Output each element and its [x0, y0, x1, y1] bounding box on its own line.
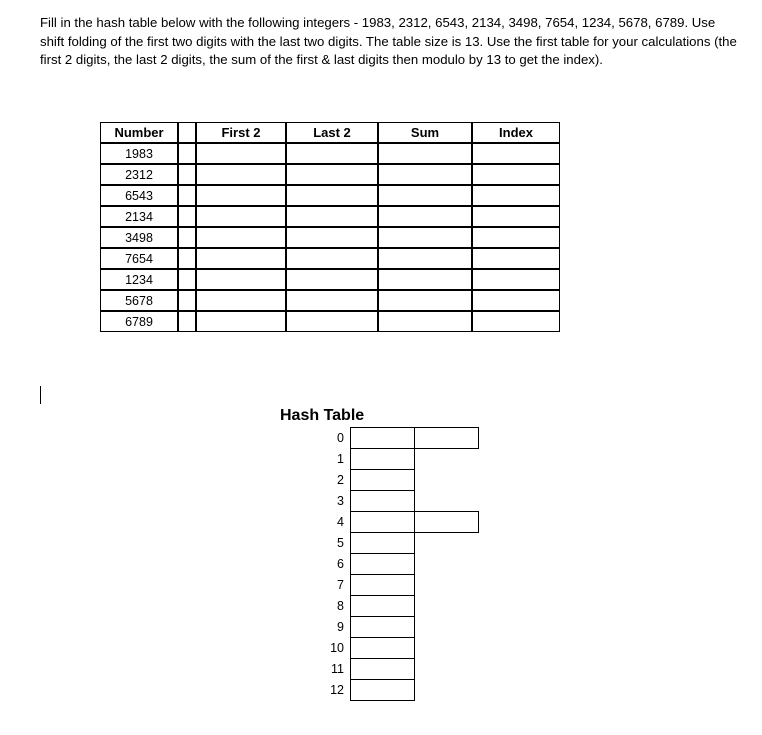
hash-slot-cell[interactable] [350, 679, 415, 701]
number-cell: 6789 [100, 311, 178, 332]
hash-slot-index: 11 [331, 662, 344, 676]
last-2-cell[interactable] [286, 185, 378, 206]
gap-cell [178, 164, 196, 185]
first-2-cell[interactable] [196, 248, 286, 269]
gap-cell [178, 206, 196, 227]
calc-row [100, 185, 560, 206]
hash-slot-index: 6 [337, 557, 344, 571]
calc-row [100, 143, 560, 164]
last-2-cell[interactable] [286, 227, 378, 248]
header-index: Index [472, 122, 560, 143]
hash-slot-index: 0 [337, 431, 344, 445]
number-cell: 2134 [100, 206, 178, 227]
number-cell: 1234 [100, 269, 178, 290]
index-cell[interactable] [472, 185, 560, 206]
hash-slot-index: 1 [337, 452, 344, 466]
index-cell[interactable] [472, 311, 560, 332]
hash-slot-index: 12 [330, 683, 344, 697]
number-cell: 6543 [100, 185, 178, 206]
sum-cell[interactable] [378, 164, 472, 185]
header-sum: Sum [378, 122, 472, 143]
number-cell: 1983 [100, 143, 178, 164]
hash-slot-cell[interactable] [350, 595, 415, 617]
text-cursor [40, 386, 41, 404]
last-2-cell[interactable] [286, 143, 378, 164]
hash-slot-cell[interactable] [350, 448, 415, 470]
number-cell: 3498 [100, 227, 178, 248]
calc-row [100, 206, 560, 227]
calc-row [100, 164, 560, 185]
calc-row [100, 311, 560, 332]
hash-slot-cell[interactable] [350, 574, 415, 596]
sum-cell[interactable] [378, 269, 472, 290]
first-2-cell[interactable] [196, 143, 286, 164]
hash-table-title: Hash Table [280, 407, 365, 424]
sum-cell[interactable] [378, 311, 472, 332]
hash-slot-cell[interactable] [350, 616, 415, 638]
hash-slot-index: 5 [337, 536, 344, 550]
hash-overflow-cell[interactable] [414, 427, 479, 449]
calc-row [100, 248, 560, 269]
index-cell[interactable] [472, 206, 560, 227]
first-2-cell[interactable] [196, 269, 286, 290]
calc-header-row [100, 122, 560, 143]
hash-slot-index: 9 [337, 620, 344, 634]
hash-slot-cell[interactable] [350, 532, 415, 554]
calculation-table [100, 122, 560, 332]
hash-slot-cell[interactable] [350, 553, 415, 575]
hash-slot-index: 2 [337, 473, 344, 487]
gap-cell [178, 227, 196, 248]
header-first-2: First 2 [196, 122, 286, 143]
sum-cell[interactable] [378, 227, 472, 248]
sum-cell[interactable] [378, 185, 472, 206]
index-cell[interactable] [472, 143, 560, 164]
sum-cell[interactable] [378, 143, 472, 164]
hash-slot-cell[interactable] [350, 658, 415, 680]
number-cell: 7654 [100, 248, 178, 269]
gap-cell [178, 269, 196, 290]
gap-cell [178, 248, 196, 269]
first-2-cell[interactable] [196, 290, 286, 311]
number-cell: 5678 [100, 290, 178, 311]
hash-slot-index: 4 [337, 515, 344, 529]
first-2-cell[interactable] [196, 185, 286, 206]
number-cell: 2312 [100, 164, 178, 185]
calc-row [100, 227, 560, 248]
hash-slot-index: 3 [337, 494, 344, 508]
calc-row [100, 290, 560, 311]
hash-slot-cell[interactable] [350, 469, 415, 491]
first-2-cell[interactable] [196, 227, 286, 248]
gap-cell [178, 290, 196, 311]
hash-slot-index: 7 [337, 578, 344, 592]
hash-slot-index: 8 [337, 599, 344, 613]
calc-row [100, 269, 560, 290]
last-2-cell[interactable] [286, 164, 378, 185]
gap-cell [178, 311, 196, 332]
index-cell[interactable] [472, 248, 560, 269]
last-2-cell[interactable] [286, 269, 378, 290]
first-2-cell[interactable] [196, 206, 286, 227]
hash-slot-cell[interactable] [350, 427, 415, 449]
gap-cell [178, 143, 196, 164]
hash-slot-cell[interactable] [350, 511, 415, 533]
sum-cell[interactable] [378, 206, 472, 227]
last-2-cell[interactable] [286, 248, 378, 269]
last-2-cell[interactable] [286, 290, 378, 311]
header-blank [178, 122, 196, 143]
sum-cell[interactable] [378, 290, 472, 311]
index-cell[interactable] [472, 290, 560, 311]
index-cell[interactable] [472, 227, 560, 248]
hash-overflow-cell[interactable] [414, 511, 479, 533]
first-2-cell[interactable] [196, 164, 286, 185]
index-cell[interactable] [472, 269, 560, 290]
first-2-cell[interactable] [196, 311, 286, 332]
header-last-2: Last 2 [286, 122, 378, 143]
gap-cell [178, 185, 196, 206]
index-cell[interactable] [472, 164, 560, 185]
hash-slot-cell[interactable] [350, 637, 415, 659]
last-2-cell[interactable] [286, 206, 378, 227]
header-number: Number [100, 122, 178, 143]
hash-slot-cell[interactable] [350, 490, 415, 512]
hash-slot-index: 10 [330, 641, 344, 655]
sum-cell[interactable] [378, 248, 472, 269]
last-2-cell[interactable] [286, 311, 378, 332]
instructions-text: Fill in the hash table below with the following integers - 1983, 2312, 6543, 2134, 3498, 7654, 1234, 5678, 6789. Use shift folding of the first two digits with the last two digits. The table size is 13. Use the first table for your calculations (the first 2 digits, the last 2 digits, the sum of the first & last digits then modulo by 13 to get the index). [40, 15, 737, 67]
